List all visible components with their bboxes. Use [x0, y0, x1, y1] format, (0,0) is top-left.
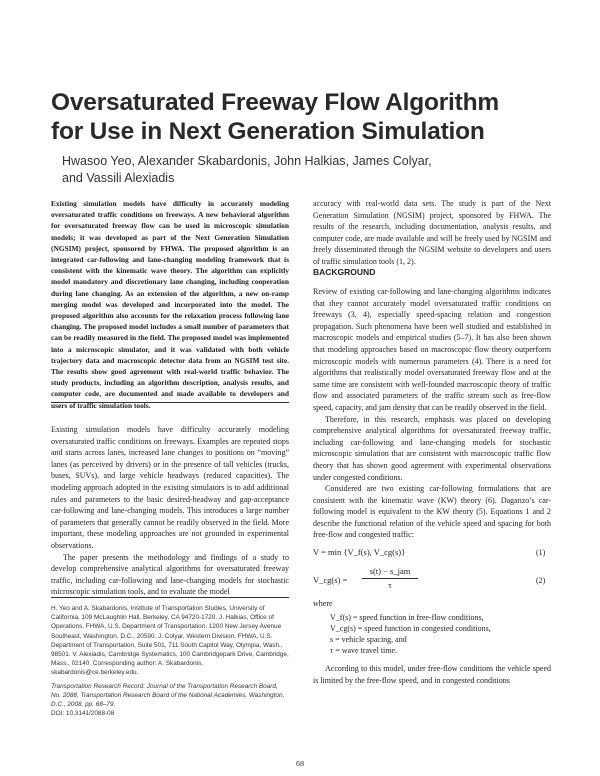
equation-2-lhs: V_cg(s) = — [313, 575, 348, 585]
definition-s: s = vehicle spacing, and — [330, 635, 407, 644]
authors-line-2: and Vassili Alexiadis — [62, 171, 175, 185]
equation-1: V = min {V_f(s), V_cg(s)} — [313, 547, 406, 557]
definition-vf: V_f(s) = speed function in free-flow conditions, — [330, 613, 484, 622]
journal-citation: Transportation Research Record: Journal of the Transportation Research Board, No. 2088, Transportation Research Board of the National Academies, Washington, D.C., 2008, pp. 68–79. — [51, 682, 285, 709]
title-line-1: Oversaturated Freeway Flow Algorithm — [51, 89, 499, 116]
background-paragraph-1: Review of existing car-following and lane-changing algorithms indicates that they cannot accurately model oversaturated traffic conditions on freeways (3, 4), especially speed-spacing relation and congestion propagation. Such phenomena have been well studied and established in macroscopic models and empirical studies (5–7). It has also been shown that modeling approaches based on macroscopic flow theory outperform microscopic models with numerous parameters (4). There is a need for algorithms that realistically model oversaturated freeway flow and at the same time are consistent with well-founded macroscopic theory of traffic flow and associated parameters of the traffic stream such as free-flow speed, capacity, and jam density that can be readily observed in the field. — [313, 287, 551, 412]
equation-2-fraction-bar — [362, 578, 418, 579]
paper-title — [51, 88, 571, 146]
page-number: 68 — [295, 759, 305, 768]
equation-1-number: (1) — [536, 548, 546, 557]
equation-2-denominator: τ — [388, 580, 392, 590]
background-paragraph-2: Therefore, in this research, emphasis was placed on developing comprehensive analytical algorithms for oversaturated freeway traffic, including car-following and lane-changing models for stochastic microscopic simulation that are consistent with macroscopic traffic flow theory that has shown good agreement with experimental observations under congested conditions. — [313, 414, 551, 482]
author-affiliations: H. Yeo and A. Skabardonis, Institute of Transportation Studies, University of California, 109 McLaughlin Hall, Berkeley, CA 94720-1720. J. Halkias, Office of Operations, FHWA, U.S. Department of Transportation, 1200 New Jersey Avenue Southeast, Washington, D.C., 20590. J. Colyar, Western Division, FHWA, U.S. Department of Transportation, Suite 501, 711 South Capitol Way, Olympia, Wash., 98501. V. Alexiadis, Cambridge Systematics, 100 Cambridgepark Drive, Cambridge, Mass., 02140. Corresponding author: A. Skabardonis, skabardonis@ce.berkeley.edu. — [51, 605, 289, 677]
intro-paragraph-1: Existing simulation models have difficulty accurately modeling oversaturated traffic conditions on freeways. Examples are repeated stops and starts across lanes, increased lane changes to positions on “moving” lanes (as perceived by drivers) or in the presence of tall vehicles (trucks, buses, SUVs), and large vehicle headways (reduced capacities). The modeling approach adopted in the existing simulators is to add additional rules and parameters to the basic desired-headway and gap-acceptance car-following and lane-changing models. This introduces a large number of parameters that generally cannot be readily observed in the field. More important, these modeling approaches are not grounded in experimental observations. — [51, 425, 289, 550]
abstract-divider — [51, 402, 289, 403]
intro-continuation: accuracy with real-world data sets. The study is part of the Next Generation Simulation (NGSIM) project, sponsored by FHWA. The results of the research, including documentation, analysis results, and computer code, are made available and will be freely used by NGSIM and freely disseminated through the NGSIM website to developers and users of traffic simulation tools (1, 2). — [313, 199, 551, 266]
footnote — [51, 604, 289, 718]
definition-vcg: V_cg(s) = speed function in congested conditions, — [330, 624, 491, 633]
background-paragraph-3: Considered are two existing car-following formulations that are consistent with the kinematic wave (KW) theory (6). Daganzo’s car-following model is equivalent to the KW theory (5). Equations 1 and 2 describe the functional relation of the vehicle speed and spacing for both free-flow and congested traffic: — [313, 484, 551, 540]
definition-tau: τ = wave travel time. — [330, 646, 398, 655]
equation-2-numerator: s(t) − s_jam — [369, 566, 411, 576]
author-list — [62, 153, 562, 187]
footnote-divider — [51, 597, 289, 598]
introduction-text — [51, 424, 289, 598]
abstract: Existing simulation models have difficulty in accurately modeling oversaturated traffic conditions on freeways. A new behavioral algorithm for oversaturated freeway flow can be used in microscopic simulation models; it was developed as part of the Next Generation Simulation (NGSIM) project, sponsored by FHWA. The proposed algorithm is an integrated car-following and lane-changing modeling framework that is consistent with the kinematic wave theory. The algorithm can explicitly model mandatory and discretionary lane changing, including cooperation during lane changing. As an extension of the algorithm, a new on-ramp merging model was developed and incorporated into the model. The proposed algorithm also accounts for the relaxation process following lane changing. The proposed model includes a small number of parameters that can be readily measured in the field. The proposed model was implemented into a microscopic simulator, and it was validated with both vehicle trajectory data and macroscopic detector data from an NGSIM test site. The results show good agreement with real-world traffic behavior. The study products, including an algorithm description, analysis results, and computer code, are documented and made available to developers and users of traffic simulation tools. — [51, 199, 289, 410]
equation-2-number: (2) — [536, 576, 546, 585]
intro-paragraph-2: The paper presents the methodology and findings of a study to develop comprehensive analytical algorithms for oversaturated freeway traffic, including car-following and lane-changing models for stochastic microscopic simulation tools, and to evaluate the model — [51, 552, 289, 597]
authors-line-1: Hwasoo Yeo, Alexander Skabardonis, John Halkias, James Colyar, — [62, 154, 432, 168]
section-heading-background: BACKGROUND — [313, 267, 376, 277]
model-description-text: According to this model, under free-flow conditions the vehicle speed is limited by the free-flow speed, and in congested conditions — [313, 664, 551, 685]
doi: DOI: 10.3141/2088-08 — [51, 710, 115, 718]
title-line-2: for Use in Next Generation Simulation — [51, 118, 485, 145]
where-label: where — [313, 599, 333, 608]
background-text — [313, 286, 551, 541]
